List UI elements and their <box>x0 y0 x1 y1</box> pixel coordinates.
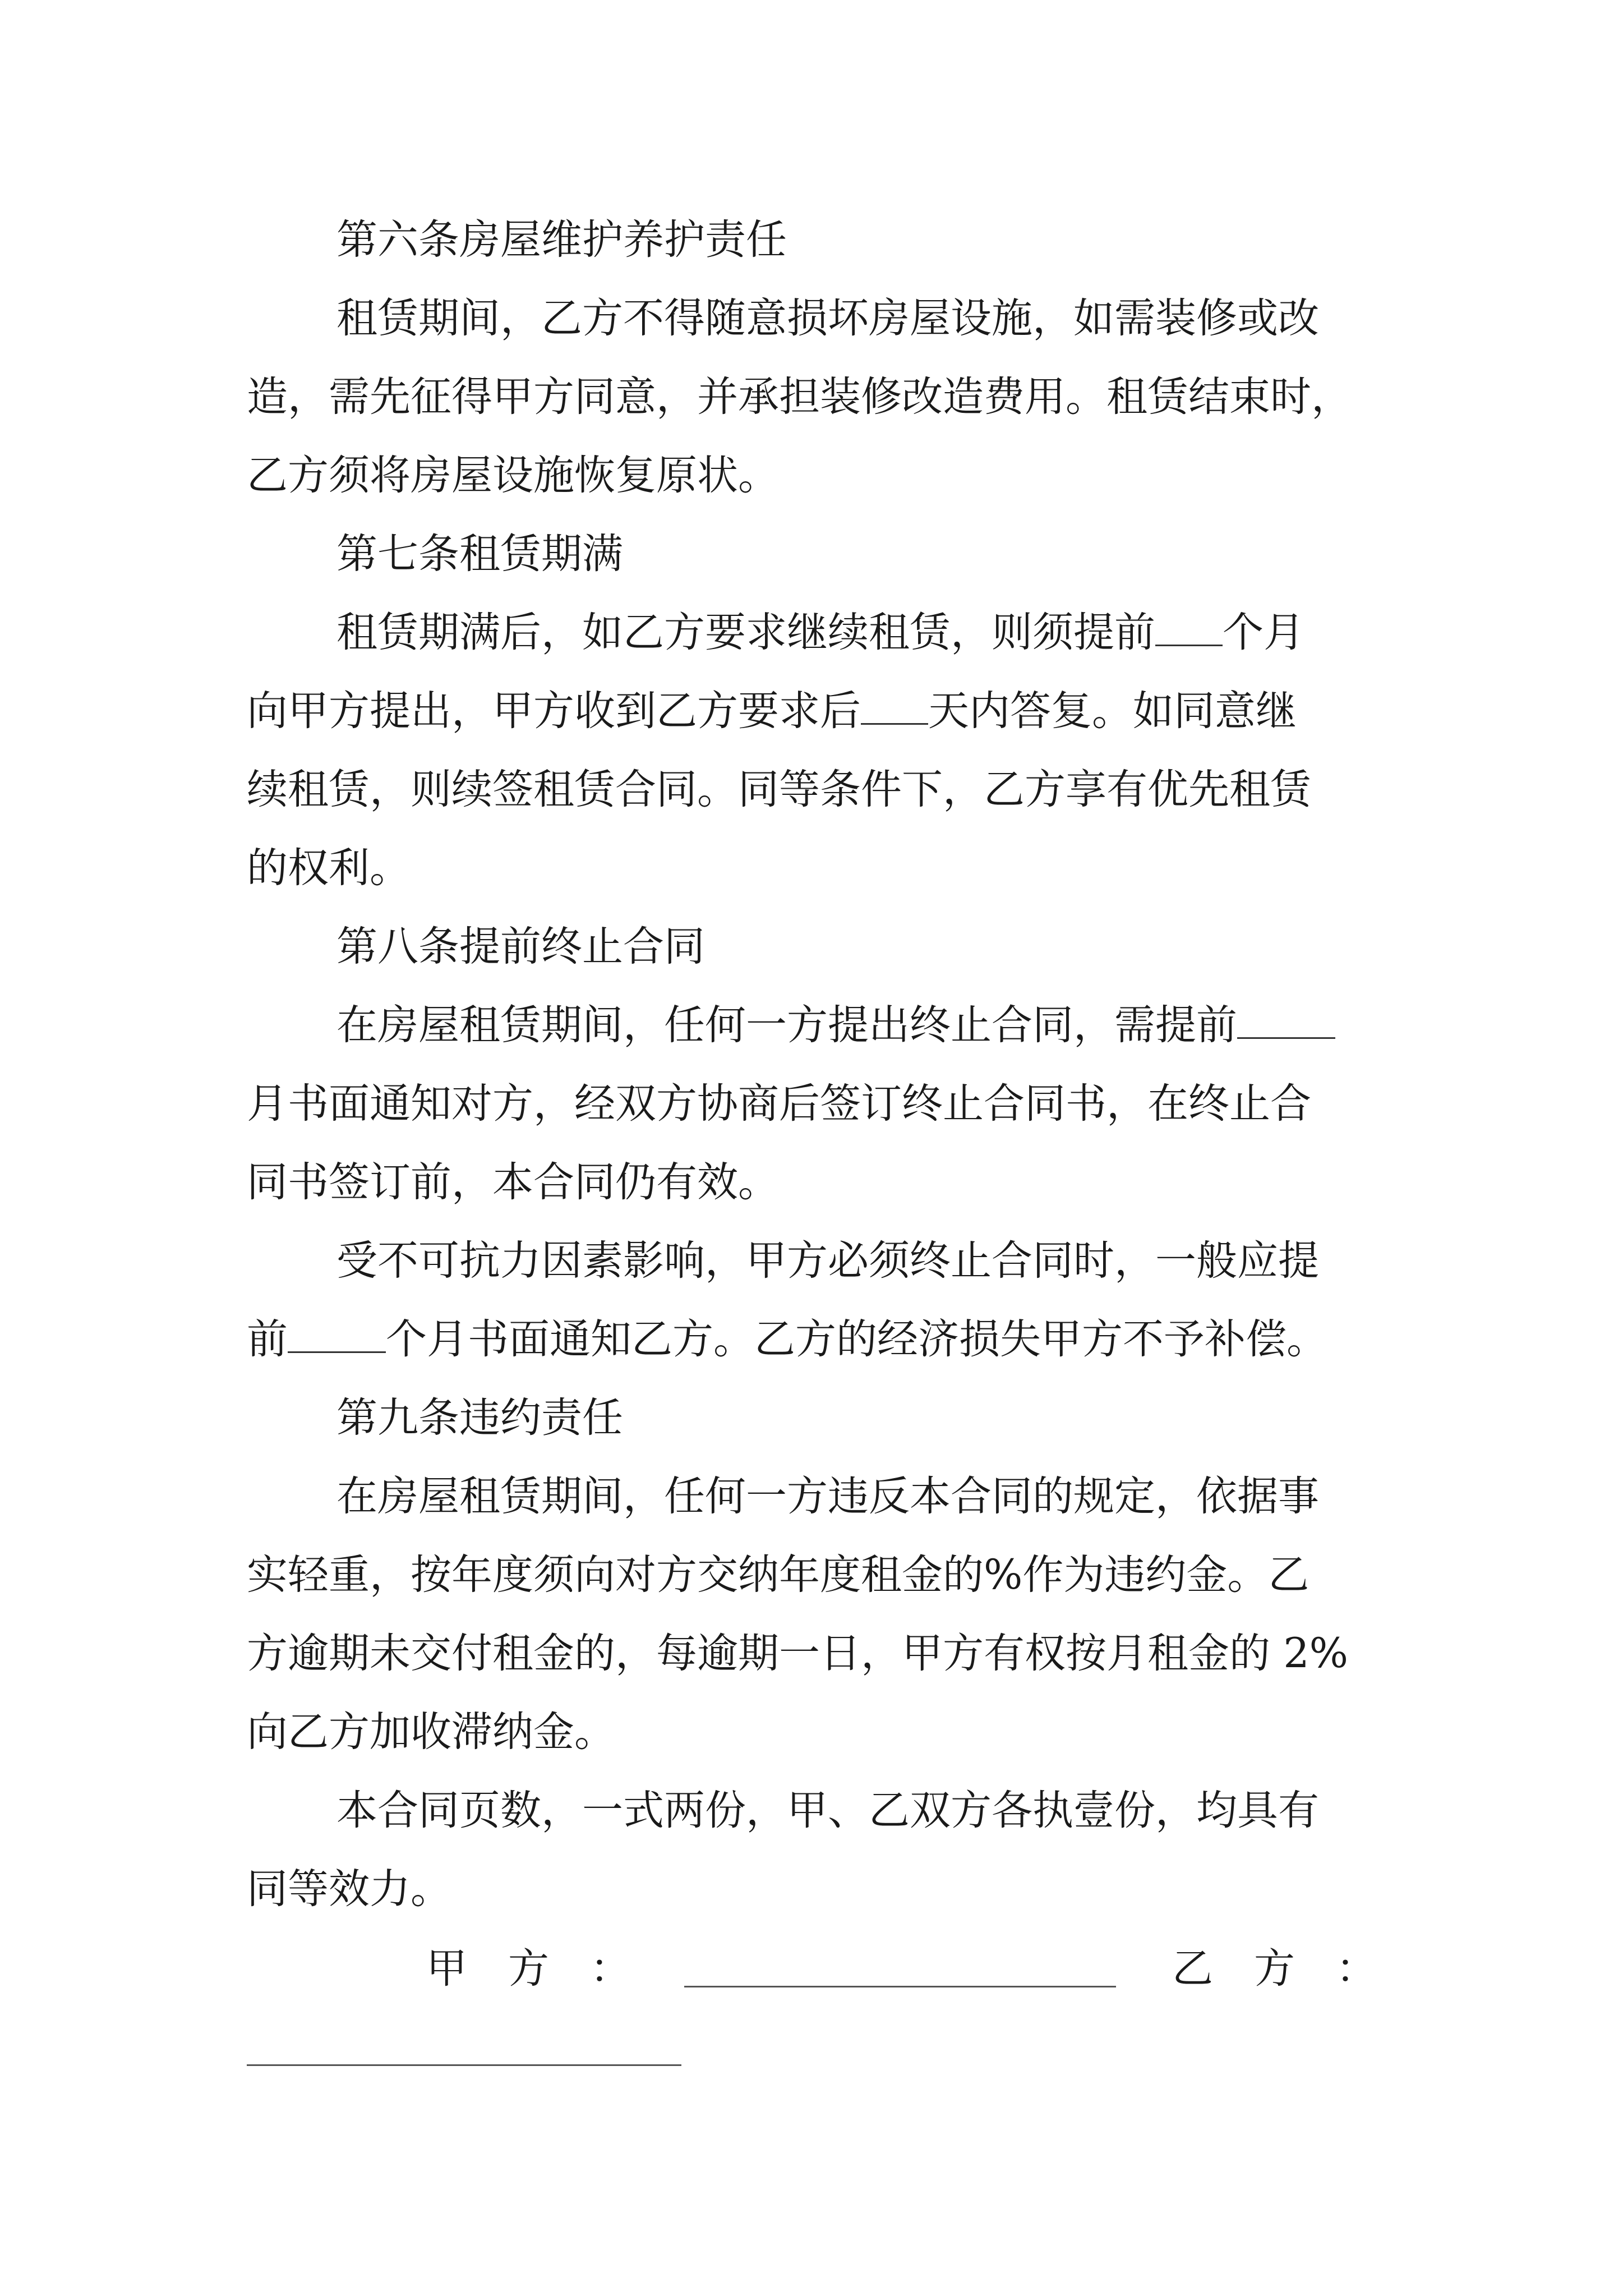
article7-text: 向甲方提出，甲方收到乙方要求后 <box>247 687 861 735</box>
party-a-label: 甲 方 ： <box>426 1945 631 1993</box>
article7-heading: 第七条租赁期满 <box>336 530 623 578</box>
article7-paragraph-line <box>336 605 1304 661</box>
party-b-label: 乙 方 ： <box>1172 1945 1377 1993</box>
article8-paragraph-line: 月书面通知对方，经双方协商后签订终止合同书，在终止合 <box>247 1080 1311 1128</box>
fill-in-blank <box>1155 610 1223 646</box>
article7-text: 天内答复。如同意继 <box>928 687 1297 735</box>
article7-text: 租赁期满后，如乙方要求继续租赁，则须提前 <box>336 609 1155 656</box>
article8-paragraph-line <box>336 997 1335 1053</box>
article9-paragraph-line: 在房屋租赁期间，任何一方违反本合同的规定，依据事 <box>336 1473 1319 1520</box>
article8-paragraph-line: 受不可抗力因素影响，甲方必须终止合同时，一般应提 <box>336 1237 1319 1285</box>
article7-paragraph-line <box>247 683 1297 739</box>
article6-paragraph-line: 租赁期间，乙方不得随意损坏房屋设施，如需装修或改 <box>336 295 1319 342</box>
party-b-signature-line <box>247 2064 681 2066</box>
article8-text: 个月书面通知乙方。乙方的经济损失甲方不予补偿。 <box>386 1315 1327 1363</box>
article9-paragraph-line: 本合同页数，一式两份，甲、乙双方各执壹份，均具有 <box>336 1787 1319 1834</box>
fill-in-blank <box>861 688 928 725</box>
article8-text: 在房屋租赁期间，任何一方提出终止合同，需提前 <box>336 1001 1237 1049</box>
article8-text: 前 <box>247 1315 288 1363</box>
article9-paragraph-line: 向乙方加收滞纳金。 <box>247 1708 615 1756</box>
article8-paragraph-line <box>247 1312 1327 1368</box>
article8-heading: 第八条提前终止合同 <box>336 923 705 970</box>
fill-in-blank <box>1237 1002 1335 1039</box>
party-a-signature-line <box>684 1986 1116 1987</box>
article7-text: 个月 <box>1223 609 1304 656</box>
article9-paragraph-line: 实轻重，按年度须向对方交纳年度租金的%作为违约金。乙 <box>247 1551 1310 1599</box>
article7-paragraph-line: 的权利。 <box>247 844 411 892</box>
fill-in-blank <box>288 1317 386 1353</box>
article6-paragraph-line: 乙方须将房屋设施恢复原状。 <box>247 452 779 499</box>
article7-paragraph-line: 续租赁，则续签租赁合同。同等条件下，乙方享有优先租赁 <box>247 766 1311 813</box>
article6-paragraph-line: 造，需先征得甲方同意，并承担装修改造费用。租赁结束时， <box>247 373 1352 421</box>
article9-paragraph-line: 同等效力。 <box>247 1865 451 1913</box>
article8-paragraph-line: 同书签订前，本合同仍有效。 <box>247 1158 779 1206</box>
article9-paragraph-line: 方逾期未交付租金的，每逾期一日，甲方有权按月租金的 2% <box>247 1630 1349 1677</box>
article9-heading: 第九条违约责任 <box>336 1394 623 1442</box>
article6-heading: 第六条房屋维护养护责任 <box>336 216 787 264</box>
